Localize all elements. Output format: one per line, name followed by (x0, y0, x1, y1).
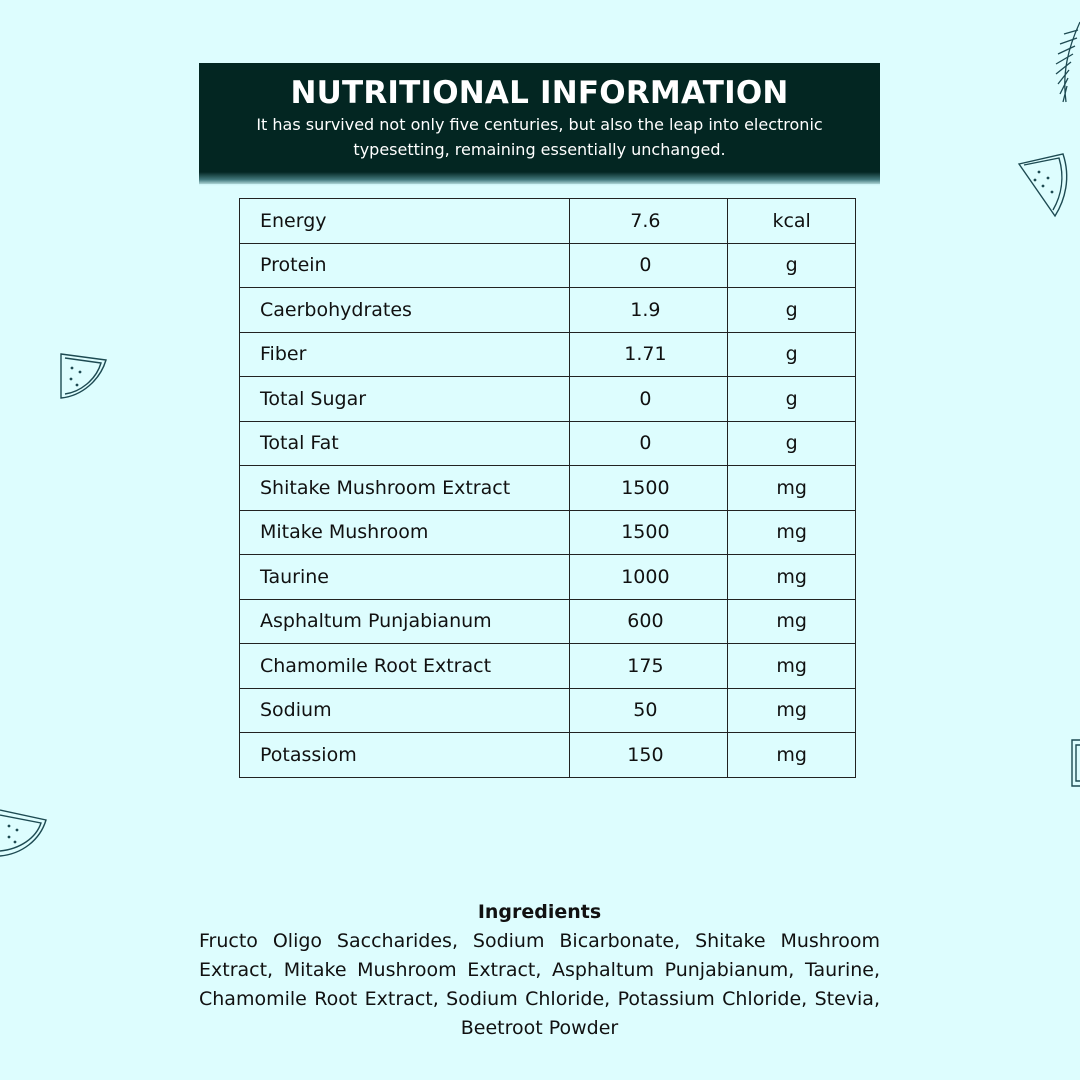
nutrient-value: 50 (569, 688, 728, 733)
nutrient-unit: mg (728, 644, 856, 689)
ingredients-text: Fructo Oligo Saccharides, Sodium Bicarbonate, Shitake Mushroom Extract, Mitake Mushroom Extract, Asphaltum Punjabianum, Taurine, Chamomile Root Extract, Sodium Chloride, Potassium Chloride, Stevia, Beetroot Powder (199, 930, 880, 1039)
nutrient-value: 600 (569, 599, 728, 644)
table-row (240, 377, 856, 422)
table-row (240, 599, 856, 644)
nutrient-value: 1500 (569, 466, 728, 511)
nutrient-unit: mg (728, 466, 856, 511)
table-row (240, 688, 856, 733)
nutrient-name: Total Sugar (240, 377, 570, 422)
nutrient-name: Asphaltum Punjabianum (240, 599, 570, 644)
table-row (240, 332, 856, 377)
table-row (240, 510, 856, 555)
nutrient-value: 0 (569, 243, 728, 288)
nutrient-name: Protein (240, 243, 570, 288)
ingredients-section (199, 897, 880, 1043)
nutrient-value: 150 (569, 733, 728, 778)
table-row (240, 644, 856, 689)
watermelon-slice-icon (0, 806, 50, 858)
nutrient-value: 0 (569, 377, 728, 422)
nutrient-unit: g (728, 332, 856, 377)
palm-leaf-icon (1050, 18, 1080, 108)
nutrient-value: 7.6 (569, 199, 728, 244)
header-banner (199, 63, 880, 184)
nutrient-name: Taurine (240, 555, 570, 600)
table-row (240, 199, 856, 244)
nutrient-unit: g (728, 421, 856, 466)
nutrient-unit: mg (728, 688, 856, 733)
nutrient-value: 1.9 (569, 288, 728, 333)
nutrient-unit: mg (728, 599, 856, 644)
nutrition-table (239, 198, 856, 778)
nutrient-value: 175 (569, 644, 728, 689)
nutrient-unit: mg (728, 733, 856, 778)
nutrient-name: Mitake Mushroom (240, 510, 570, 555)
nutrient-name: Caerbohydrates (240, 288, 570, 333)
nutrient-value: 1500 (569, 510, 728, 555)
nutrient-unit: kcal (728, 199, 856, 244)
table-row (240, 243, 856, 288)
nutrient-unit: mg (728, 555, 856, 600)
table-row (240, 421, 856, 466)
page-title: NUTRITIONAL INFORMATION (290, 75, 789, 111)
nutrient-name: Energy (240, 199, 570, 244)
nutrient-name: Chamomile Root Extract (240, 644, 570, 689)
nutrient-name: Fiber (240, 332, 570, 377)
nutrient-name: Potassiom (240, 733, 570, 778)
nutrient-unit: g (728, 243, 856, 288)
nutrient-name: Total Fat (240, 421, 570, 466)
watermelon-slice-icon (1015, 150, 1071, 220)
nutrient-name: Shitake Mushroom Extract (240, 466, 570, 511)
nutrient-value: 1000 (569, 555, 728, 600)
nutrient-unit: g (728, 288, 856, 333)
watermelon-slice-icon (58, 350, 110, 402)
table-row (240, 466, 856, 511)
nutrient-name: Sodium (240, 688, 570, 733)
nutrient-unit: mg (728, 510, 856, 555)
table-row (240, 288, 856, 333)
watermelon-slice-icon (1068, 738, 1080, 790)
nutrient-value: 1.71 (569, 332, 728, 377)
page-subtitle: It has survived not only five centuries, but also the leap into electronic typesetting, remaining essentially unchanged. (256, 115, 823, 159)
table-row (240, 733, 856, 778)
nutrient-value: 0 (569, 421, 728, 466)
nutrient-unit: g (728, 377, 856, 422)
table-row (240, 555, 856, 600)
ingredients-title: Ingredients (477, 901, 602, 923)
